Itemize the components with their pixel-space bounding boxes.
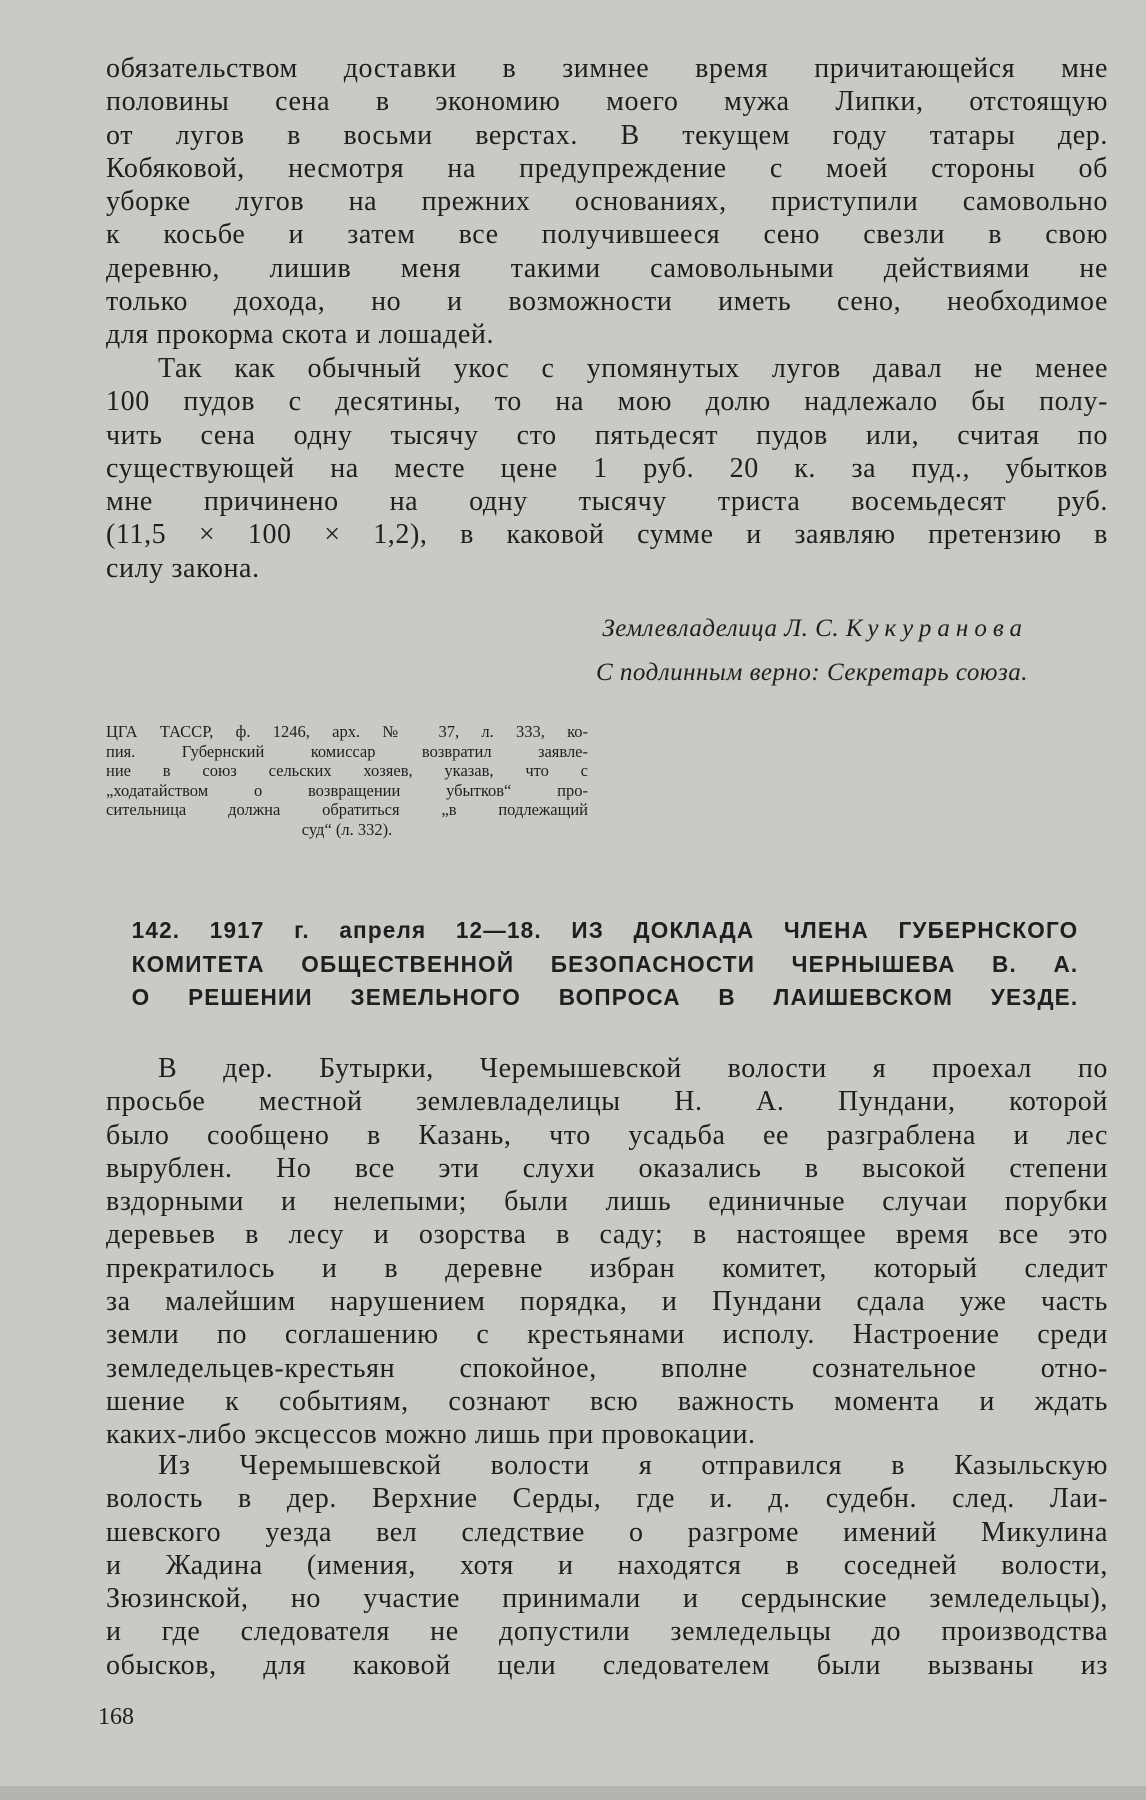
paragraph-3 bbox=[106, 1052, 1108, 1452]
signature-surname: Кукуранова bbox=[845, 615, 1028, 642]
archive-footnote bbox=[106, 722, 588, 840]
text-line: Из Черемышевской волости я отправился в Казыльскую bbox=[158, 1450, 1108, 1481]
footnote-line: сительница должна обратиться „в подлежащий bbox=[106, 800, 588, 820]
text-line: Кобяковой, несмотря на предупреждение с моей стороны об bbox=[106, 152, 1108, 184]
footnote-line: ние в союз сельских хозяев, указав, что с bbox=[106, 761, 588, 781]
page-edge bbox=[0, 1786, 1146, 1800]
text-line: вырублен. Но все эти слухи оказались в высокой степени bbox=[106, 1152, 1108, 1184]
footnote-line: пия. Губернский комиссар возвратил заявле- bbox=[106, 741, 588, 761]
certification-line: С подлинным верно: Секретарь союза. bbox=[595, 659, 1028, 686]
text-line: шевского уезда вел следствие о разгроме имений Микулина bbox=[106, 1516, 1108, 1548]
footnote-line: „ходатайством о возвращении убытков“ про- bbox=[106, 780, 588, 800]
text-line: деревню, лишив меня такими самовольными действиями не bbox=[106, 252, 1108, 284]
text-line: половины сена в экономию моего мужа Липки, отстоящую bbox=[106, 86, 1108, 118]
text-line: земледельцев-крестьян спокойное, вполне сознательное отно- bbox=[106, 1352, 1108, 1384]
text-line: и Жадина (имения, хотя и находятся в соседней волости, bbox=[106, 1549, 1108, 1581]
text-line: уборке лугов на прежних основаниях, приступили самовольно bbox=[106, 186, 1108, 218]
page-number: 168 bbox=[98, 1704, 134, 1730]
text-line: силу закона. bbox=[106, 552, 260, 584]
text-line: 100 пудов с десятины, то на мою долю надлежало бы полу- bbox=[106, 386, 1108, 418]
text-line: обязательством доставки в зимнее время причитающейся мне bbox=[106, 53, 1108, 84]
paragraph-4 bbox=[106, 1449, 1108, 1682]
heading-line: 142. 1917 г. апреля 12—18. ИЗ ДОКЛАДА ЧЛЕНА ГУБЕРНСКОГО bbox=[131, 917, 1079, 943]
text-line: для прокорма скота и лошадей. bbox=[106, 319, 495, 351]
document-heading bbox=[122, 914, 1088, 1015]
text-line: каких-либо эксцессов можно лишь при провокации. bbox=[106, 1419, 756, 1451]
footnote-line: ЦГА ТАССР, ф. 1246, арх. № 37, л. 333, ко- bbox=[106, 722, 588, 741]
text-line: Зюзинской, но участие принимали и сердынские земледельцы), bbox=[106, 1583, 1108, 1615]
paragraph-1 bbox=[106, 52, 1108, 352]
text-line: к косьбе и затем все получившееся сено свезли в свою bbox=[106, 219, 1108, 251]
paragraph-2 bbox=[106, 352, 1108, 585]
text-line: мне причинено на одну тысячу триста восемьдесят руб. bbox=[106, 486, 1108, 518]
text-line: обысков, для каковой цели следователем были вызваны из bbox=[106, 1649, 1108, 1681]
heading-line: О РЕШЕНИИ ЗЕМЕЛЬНОГО ВОПРОСА В ЛАИШЕВСКОМ УЕЗДЕ. bbox=[131, 984, 1079, 1010]
text-line: волость в дер. Верхние Серды, где и. д. судебн. след. Лаи- bbox=[106, 1483, 1108, 1515]
footnote-line: суд“ (л. 332). bbox=[301, 819, 393, 839]
text-line: чить сена одну тысячу сто пятьдесят пудов или, считая по bbox=[106, 419, 1108, 451]
text-line: шение к событиям, сознают всю важность момента и ждать bbox=[106, 1385, 1108, 1417]
text-line: В дер. Бутырки, Черемышевской волости я проехал по bbox=[158, 1053, 1108, 1084]
heading-line: КОМИТЕТА ОБЩЕСТВЕННОЙ БЕЗОПАСНОСТИ ЧЕРНЫШЕВА В. А. bbox=[131, 950, 1079, 977]
text-line: и где следователя не допустили земледельцы до производства bbox=[106, 1616, 1108, 1648]
text-line: прекратилось и в деревне избран комитет, который следит bbox=[106, 1252, 1108, 1284]
text-line: Так как обычный укос с упомянутых лугов давал не менее bbox=[158, 353, 1108, 384]
text-line: только дохода, но и возможности иметь сено, необходимое bbox=[106, 286, 1108, 318]
text-line: существующей на месте цене 1 руб. 20 к. за пуд., убытков bbox=[106, 452, 1108, 484]
signature-line bbox=[602, 615, 1028, 643]
text-line: земли по соглашению с крестьянами исполу. Настроение среди bbox=[106, 1319, 1108, 1351]
text-line: деревьев в лесу и озорства в саду; в настоящее время все это bbox=[106, 1219, 1108, 1251]
text-line: (11,5 × 100 × 1,2), в каковой сумме и заявляю претензию в bbox=[106, 519, 1108, 551]
text-line: просьбе местной землевладелицы Н. А. Пундани, которой bbox=[106, 1086, 1108, 1118]
text-line: было сообщено в Казань, что усадьба ее разграблена и лес bbox=[106, 1119, 1108, 1151]
text-line: вздорными и нелепыми; были лишь единичные случаи порубки bbox=[106, 1186, 1108, 1218]
signature-title: Землевладелица Л. С. bbox=[602, 615, 840, 642]
text-line: за малейшим нарушением порядка, и Пундани сдала уже часть bbox=[106, 1286, 1108, 1318]
text-line: от лугов в восьми верстах. В текущем году татары дер. bbox=[106, 119, 1108, 151]
